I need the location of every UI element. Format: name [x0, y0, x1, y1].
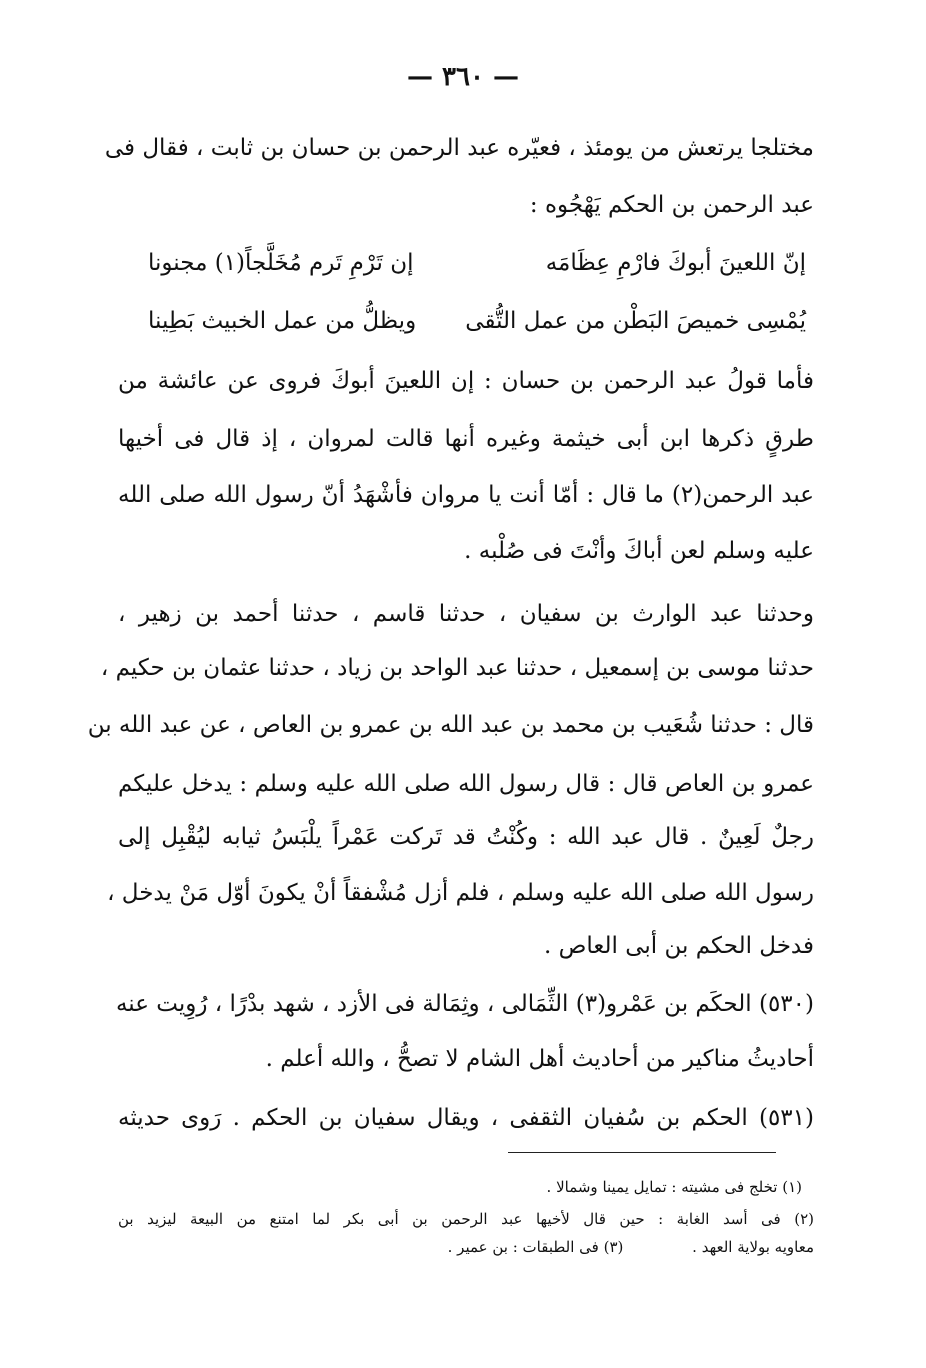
verse-hemistich: إنّ اللعينَ أبوكَ فارْمِ عِظَامَه — [545, 250, 806, 276]
verse-line — [118, 301, 814, 341]
text-line: حدثنا موسى بن إسمعيل ، حدثنا عبد الواحد بن زياد ، حدثنا عثمان بن حكيم ، — [100, 655, 814, 681]
footnote: (١) تخلج فى مشيته : تمايل يمينا وشمالا . — [546, 1178, 802, 1196]
text-line: فدخل الحكم بن أبى العاص . — [543, 933, 814, 959]
text-line: قال : حدثنا شُعَيب بن محمد بن عبد الله بن عمرو بن العاص ، عن عبد الله بن — [87, 712, 814, 738]
page-number: — ٣٦٠ — — [406, 62, 520, 92]
text-line: طرقٍ ذكرها ابن أبى خيثمة وغيره أنها قالت لمروان ، إذ قال فى أخيها — [118, 426, 814, 452]
footnote: (٢) فى أسد الغابة : حين قال لأخيها عبد الرحمن بن أبى بكر لما امتنع من البيعة ليزيد بن — [118, 1210, 814, 1228]
verse-hemistich: إن تَرْمِ تَرم مُخَلَّجاً(١) مجنونا — [148, 250, 414, 276]
entry-heading-line: (٥٣٠) الحكَم بن عَمْرو(٣) الثِّمَالى ، وثِمَالة فى الأزد ، شهد بدْرًا ، رُوِيت عنه — [115, 991, 814, 1017]
text-line: مختلجا يرتعش من يومئذ ، فعيّره عبد الرحمن بن حسان بن ثابت ، فقال فى — [104, 135, 814, 161]
verse-hemistich: ويظلُّ من عمل الخبيث بَطِينا — [148, 308, 417, 334]
text-line: فأما قولُ عبد الرحمن بن حسان : إن اللعينَ أبوكَ فروى عن عائشة من — [118, 368, 814, 394]
verse-line — [118, 243, 814, 283]
footnote-divider — [508, 1152, 776, 1153]
entry-heading-line: (٥٣١) الحكم بن سُفيان الثقفى ، ويقال سفيان بن الحكم . رَوى حديثه — [118, 1105, 814, 1131]
footnote: (٣) فى الطبقات : بن عمير . — [447, 1238, 624, 1256]
verse-hemistich: يُمْسِى خميصَ البَطْن من عمل التُّقى — [465, 308, 806, 334]
footnote-line — [118, 1234, 814, 1260]
text-line: رسول الله صلى الله عليه وسلم ، فلم أزل مُشْفقاً أنْ يكونَ أوّل مَنْ يدخل ، — [107, 880, 814, 906]
text-line: عبد الرحمن بن الحكم يَهْجُوه : — [529, 192, 814, 218]
text-line: عليه وسلم لعن أباكَ وأنْتَ فى صُلْبه . — [464, 538, 814, 564]
text-line: رجلٌ لَعِينٌ . قال عبد الله : وكُنْتُ قد تَركت عَمْراً يلْبَسُ ثيابه ليُقْبِل إلى — [118, 824, 814, 850]
text-line: عبد الرحمن(٢) ما قال : أمّا أنت يا مروان فأشْهَدُ أنّ رسول الله صلى الله — [118, 482, 814, 508]
text-line: أحاديثُ مناكير من أحاديث أهل الشام لا تصحُّ ، والله أعلم . — [265, 1046, 814, 1072]
text-line: عمرو بن العاص قال : قال رسول الله صلى الله عليه وسلم : يدخل عليكم — [118, 771, 814, 797]
footnote-continuation: معاويه بولاية العهد . — [692, 1238, 814, 1256]
text-line: وحدثنا عبد الوارث بن سفيان ، حدثنا قاسم ، حدثنا أحمد بن زهير ، — [118, 601, 814, 627]
